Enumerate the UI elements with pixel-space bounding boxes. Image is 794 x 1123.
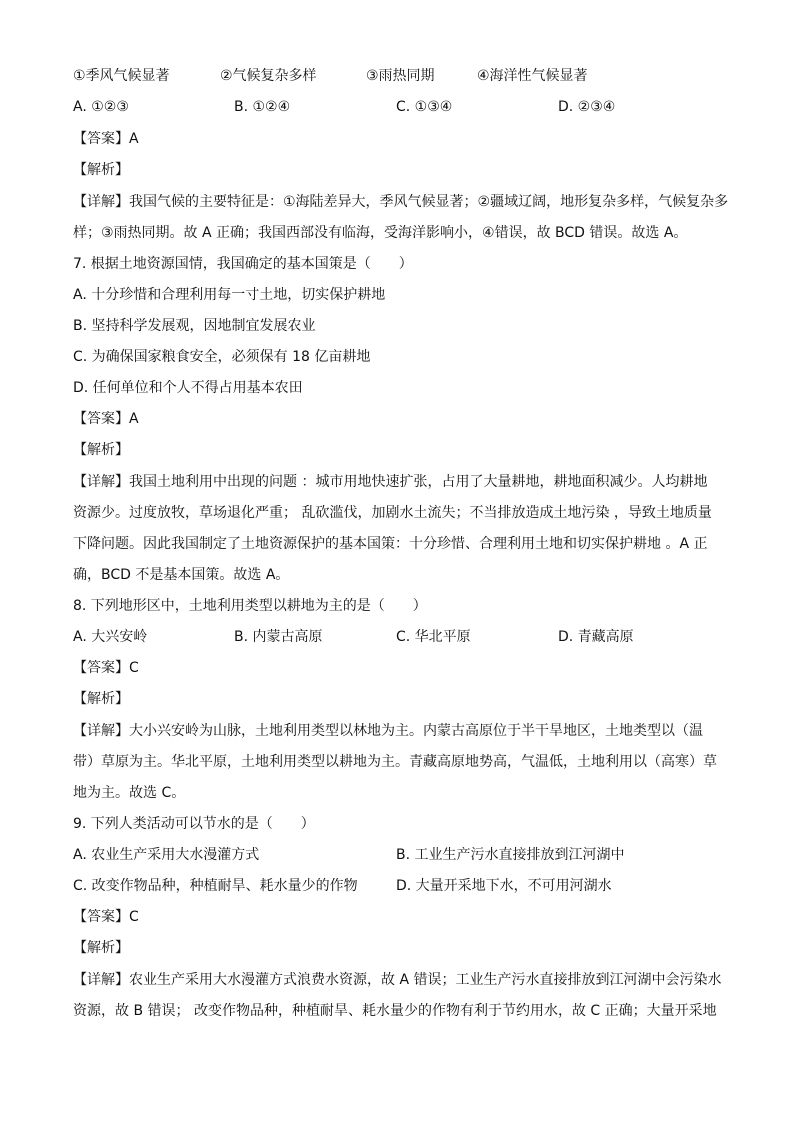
q8-question: 8. 下列地形区中，土地利用类型以耕地为主的是（ ） (73, 598, 427, 614)
q9-option-c: C. 改变作物品种，种植耐旱、耗水量少的作物 (73, 878, 358, 894)
q8-detail-line: 地为主。故选 C。 (73, 785, 186, 801)
q7-option-a: A. 十分珍惜和合理利用每一寸土地，切实保护耕地 (73, 287, 386, 303)
q9-detail-line: 资源，故 B 错误； 改变作物品种，种植耐旱、耗水量少的作物有利于节约用水，故 C 正确；大量开采地 (73, 1003, 717, 1019)
q9-option-d: D. 大量开采地下水，不可用河湖水 (396, 878, 612, 894)
q7-option-c: C. 为确保国家粮食安全，必须保有 18 亿亩耕地 (73, 349, 371, 365)
q7-analysis-heading: 【解析】 (73, 442, 129, 458)
q9-question: 9. 下列人类活动可以节水的是（ ） (73, 816, 315, 832)
q6-option-c: C. ①③④ (396, 99, 453, 115)
q7-detail-line: 确，BCD 不是基本国策。故选 A。 (73, 567, 290, 583)
q8-option-a: A. 大兴安岭 (73, 629, 148, 645)
q7-option-b: B. 坚持科学发展观，因地制宜发展农业 (73, 318, 316, 334)
q6-answer: 【答案】A (73, 131, 139, 147)
q7-detail (73, 467, 723, 591)
q7-option-d: D. 任何单位和个人不得占用基本农田 (73, 380, 303, 396)
q6-item-4: ④海洋性气候显著 (477, 68, 588, 84)
q8-option-d: D. 青藏高原 (558, 629, 634, 645)
q8-option-b: B. 内蒙古高原 (234, 629, 323, 645)
q9-option-b: B. 工业生产污水直接排放到江河湖中 (396, 847, 625, 863)
q6-item-2: ②气候复杂多样 (220, 68, 317, 84)
q8-answer: 【答案】C (73, 660, 139, 676)
q9-analysis-heading: 【解析】 (73, 940, 129, 956)
q6-item-3: ③雨热同期 (366, 68, 435, 84)
q9-option-a: A. 农业生产采用大水漫灌方式 (73, 847, 260, 863)
q6-item-1: ①季风气候显著 (73, 68, 170, 84)
q8-detail-line: 带）草原为主。华北平原，土地利用类型以耕地为主。青藏高原地势高，气温低，土地利用以（高寒）草 (73, 754, 717, 770)
q9-answer: 【答案】C (73, 909, 139, 925)
q7-question: 7. 根据土地资源国情，我国确定的基本国策是（ ） (73, 256, 413, 272)
q6-analysis-heading: 【解析】 (73, 162, 129, 178)
q9-detail (73, 965, 723, 1027)
q8-analysis-heading: 【解析】 (73, 691, 129, 707)
q6-option-b: B. ①②④ (234, 99, 291, 115)
q7-detail-line: 资源少。过度放牧，草场退化严重； 乱砍滥伐，加剧水土流失；不当排放造成土地污染 ，导致土地质量 (73, 505, 712, 521)
q8-option-c: C. 华北平原 (396, 629, 471, 645)
q7-detail-line: 下降问题。因此我国制定了土地资源保护的基本国策：十分珍惜、合理利用土地和切实保护耕地 。A 正 (73, 536, 708, 552)
q8-detail-line: 【详解】大小兴安岭为山脉，土地利用类型以林地为主。内蒙古高原位于半干旱地区，土地类型以（温 (73, 723, 703, 739)
q6-option-d: D. ②③④ (558, 99, 616, 115)
q6-detail-line: 【详解】我国气候的主要特征是：①海陆差异大，季风气候显著；②疆域辽阔，地形复杂多样，气候复杂多 (73, 194, 729, 210)
q6-detail-line: 样；③雨热同期。故 A 正确；我国西部没有临海，受海洋影响小，④错误，故 BCD 错误。故选 A。 (73, 225, 688, 241)
q7-answer: 【答案】A (73, 411, 139, 427)
q9-detail-line: 【详解】农业生产采用大水漫灌方式浪费水资源，故 A 错误；工业生产污水直接排放到江河湖中会污染水 (73, 972, 722, 988)
q6-detail (73, 187, 729, 249)
q6-option-a: A. ①②③ (73, 99, 129, 115)
q8-detail (73, 716, 723, 809)
q7-detail-line: 【详解】我国土地利用中出现的问题 ：城市用地快速扩张，占用了大量耕地，耕地面积减少。人均耕地 (73, 474, 708, 490)
